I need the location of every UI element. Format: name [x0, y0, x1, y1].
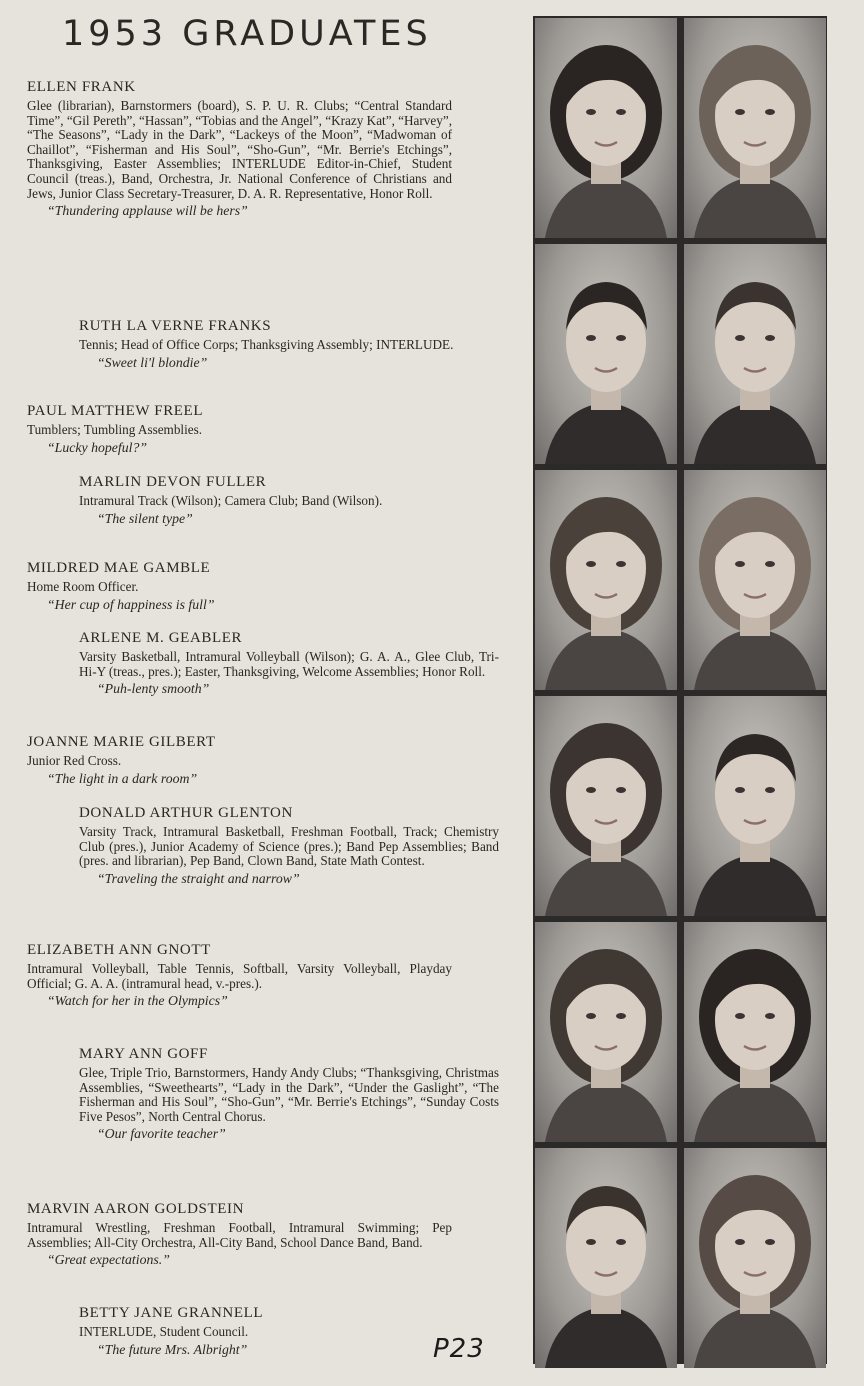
- graduate-name: MARLIN DEVON FULLER: [79, 474, 267, 490]
- graduate-name: JOANNE MARIE GILBERT: [27, 734, 216, 750]
- graduate-portrait: [535, 470, 677, 690]
- graduate-quote: “Her cup of happiness is full”: [47, 596, 215, 612]
- graduate-entry: [79, 474, 499, 527]
- graduate-portrait: [535, 922, 677, 1142]
- graduate-activities: Glee, Triple Trio, Barnstormers, Handy Andy Clubs; “Thanksgiving, Christmas Assemblies, “Sweethearts”, “Lady in the Dark”, “Under the Gaslight”, “The Fisherman and His Soul”, “Sho-Gun”, “Mr. Berrie's Etchings”, “Sunday Costs Five Pesos”, North Central Chorus.: [79, 1065, 499, 1124]
- graduate-quote: “Watch for her in the Olympics”: [47, 993, 228, 1009]
- graduate-quote: “Our favorite teacher”: [97, 1126, 226, 1142]
- graduate-entry: [79, 318, 499, 371]
- graduate-entry: [27, 403, 452, 456]
- graduate-portrait: [684, 696, 826, 916]
- graduate-name: MILDRED MAE GAMBLE: [27, 560, 211, 576]
- graduate-portrait: [684, 922, 826, 1142]
- graduate-name: DONALD ARTHUR GLENTON: [79, 805, 293, 821]
- photo-column: [533, 16, 827, 1364]
- graduate-portrait: [535, 244, 677, 464]
- graduate-name: MARVIN AARON GOLDSTEIN: [27, 1201, 244, 1217]
- graduate-name: ELLEN FRANK: [27, 79, 136, 95]
- handwritten-page-number: P23: [433, 1334, 485, 1364]
- graduate-activities: Varsity Track, Intramural Basketball, Freshman Football, Track; Chemistry Club (pres.), Junior Academy of Science (pres.); Band Pep Assemblies; Band (pres. and librarian), Pep Band, Clown Band, State Math Contest.: [79, 824, 499, 869]
- graduate-portrait: [684, 18, 826, 238]
- graduate-activities: Intramural Track (Wilson); Camera Club; Band (Wilson).: [79, 493, 383, 508]
- graduate-portrait: [684, 244, 826, 464]
- graduate-portrait: [535, 18, 677, 238]
- graduate-quote: “Thundering applause will be hers”: [47, 203, 248, 219]
- graduate-activities: Junior Red Cross.: [27, 753, 122, 768]
- graduate-entry: [79, 630, 499, 697]
- graduate-activities: Glee (librarian), Barnstormers (board), S. P. U. R. Clubs; “Central Standard Time”, “Gil Pereth”, “Hassan”, “Tobias and the Angel”, “Krazy Kat”, “Harvey”, “The Seasons”, “Lady in the Dark”, “Lackeys of the Moon”, “Madwoman of Chaillot”, “Fisherman and His Soul”, “Sho-Gun”, “Mr. Berrie's Etchings”, Thanksgiving, Easter Assemblies; INTERLUDE Editor-in-Chief, Student Council (treas.), Band, Orchestra, Jr. National Conference of Christians and Jews, Junior Class Secretary-Treasurer, D. A. R. Representative, Honor Roll.: [27, 98, 452, 201]
- graduate-name: ELIZABETH ANN GNOTT: [27, 942, 211, 958]
- graduate-portrait: [535, 1148, 677, 1368]
- graduate-entry: [79, 1046, 499, 1142]
- graduate-portrait: [535, 696, 677, 916]
- graduate-quote: “The future Mrs. Albright”: [97, 1341, 248, 1357]
- graduate-name: PAUL MATTHEW FREEL: [27, 403, 204, 419]
- graduate-entry: [79, 805, 499, 887]
- graduate-activities: Home Room Officer.: [27, 579, 139, 594]
- graduate-quote: “Puh-lenty smooth”: [97, 681, 210, 697]
- graduate-activities: Tumblers; Tumbling Assemblies.: [27, 422, 203, 437]
- graduate-entry: [27, 1201, 452, 1268]
- graduate-activities: Tennis; Head of Office Corps; Thanksgiving Assembly; INTERLUDE.: [79, 337, 454, 352]
- graduate-activities: Intramural Volleyball, Table Tennis, Softball, Varsity Volleyball, Playday Official; G. A. A. (intramural head, v.-pres.).: [27, 961, 452, 991]
- graduate-quote: “Traveling the straight and narrow”: [97, 870, 300, 886]
- graduate-activities: Intramural Wrestling, Freshman Football, Intramural Swimming; Pep Assemblies; All-City Orchestra, All-City Band, School Dance Band, Band.: [27, 1220, 452, 1250]
- graduate-name: RUTH LA VERNE FRANKS: [79, 318, 272, 334]
- graduate-entry: [27, 79, 452, 219]
- graduate-entry: [27, 734, 452, 787]
- graduate-name: BETTY JANE GRANNELL: [79, 1305, 264, 1321]
- graduate-entry: [27, 942, 452, 1009]
- page-title: 1953 GRADUATES: [62, 14, 432, 54]
- graduate-activities: INTERLUDE, Student Council.: [79, 1324, 249, 1339]
- graduate-name: ARLENE M. GEABLER: [79, 630, 243, 646]
- graduate-quote: “Great expectations.”: [47, 1252, 170, 1268]
- graduate-quote: “Sweet li'l blondie”: [97, 354, 208, 370]
- graduate-activities: Varsity Basketball, Intramural Volleyball (Wilson); G. A. A., Glee Club, Tri-Hi-Y (treas., pres.); Easter, Thanksgiving, Welcome Assemblies; Honor Roll.: [79, 649, 499, 679]
- graduate-portrait: [684, 1148, 826, 1368]
- graduate-entry: [27, 560, 452, 613]
- graduate-name: MARY ANN GOFF: [79, 1046, 208, 1062]
- graduate-quote: “The light in a dark room”: [47, 770, 198, 786]
- graduate-quote: “The silent type”: [97, 510, 193, 526]
- graduate-quote: “Lucky hopeful?”: [47, 439, 148, 455]
- graduate-portrait: [684, 470, 826, 690]
